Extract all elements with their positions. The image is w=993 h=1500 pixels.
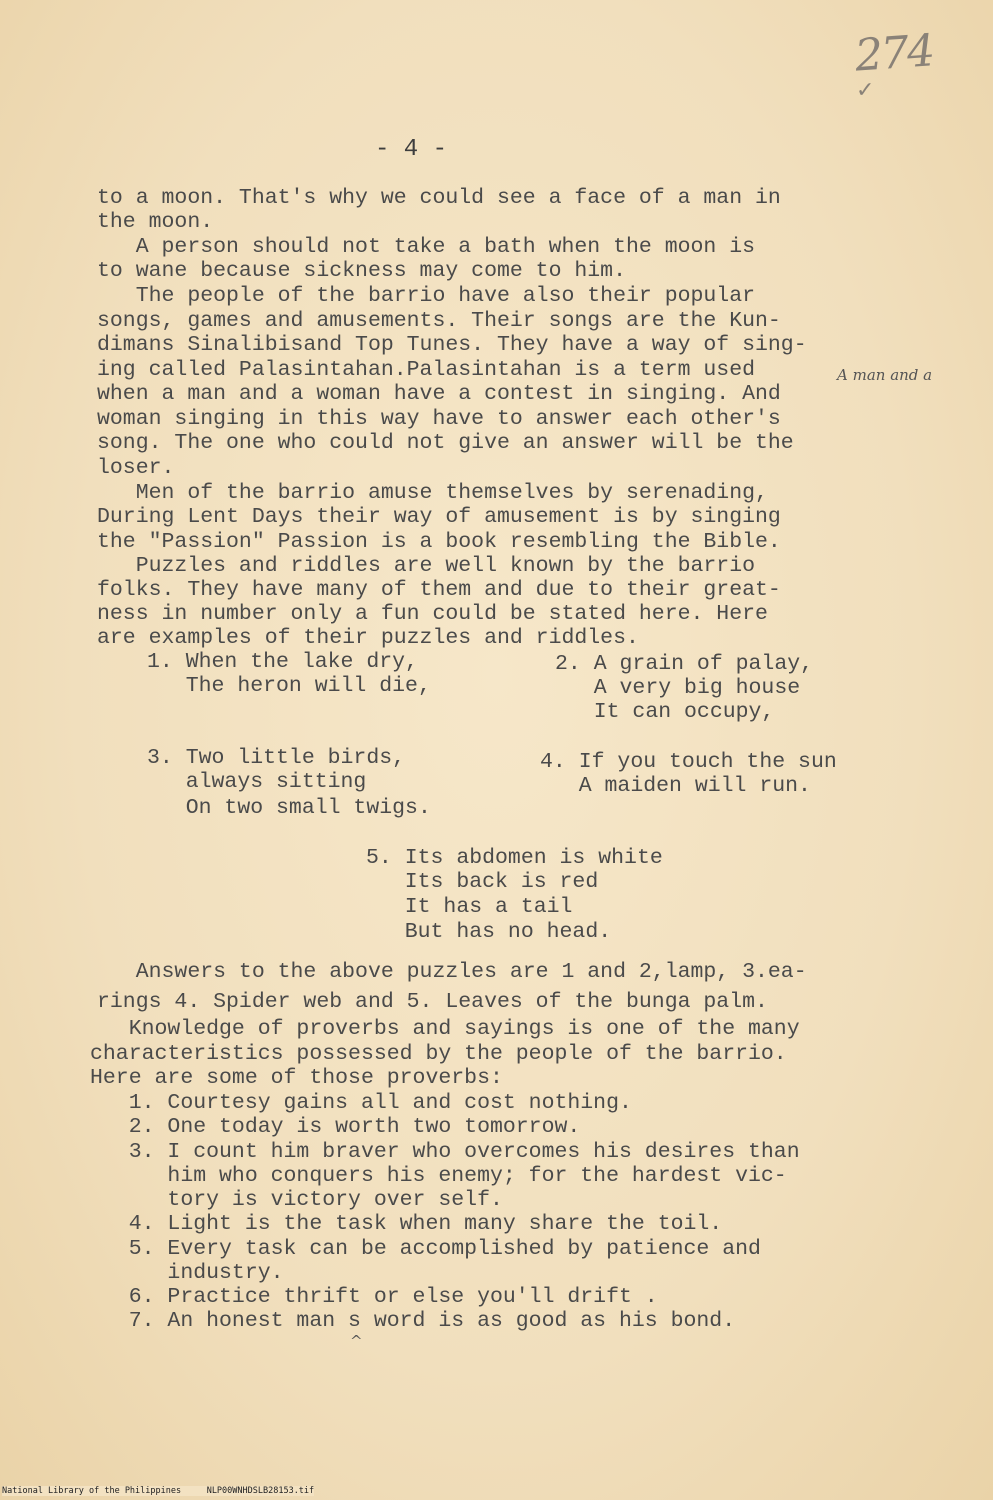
text-line: Here are some of those proverbs: (90, 1066, 503, 1090)
proverb-line: 5. Every task can be accomplished by patience and (90, 1237, 761, 1261)
proverb-line: 2. One today is worth two tomorrow. (90, 1115, 581, 1139)
text-line: woman singing in this way have to answer each other's (97, 407, 781, 431)
riddle-5-line: Its back is red (366, 870, 599, 894)
text-line: to wane because sickness may come to him. (97, 259, 626, 283)
handwritten-check-mark: ✓ (856, 78, 875, 103)
riddle-5-line: But has no head. (366, 920, 612, 944)
riddle-2-line: A very big house (555, 676, 801, 700)
text-line: Knowledge of proverbs and sayings is one of the many (90, 1017, 800, 1041)
proverb-line: 1. Courtesy gains all and cost nothing. (90, 1091, 632, 1115)
text-line: During Lent Days their way of amusement is by singing (97, 505, 781, 529)
proverb-line: him who conquers his enemy; for the hardest vic- (90, 1164, 787, 1188)
text-line: songs, games and amusements. Their songs are the Kun- (97, 309, 781, 333)
page-number: - 4 - (375, 136, 448, 163)
proverb-line: 3. I count him braver who overcomes his desires than (90, 1140, 800, 1164)
answers-line: rings 4. Spider web and 5. Leaves of the bunga palm. (97, 990, 768, 1014)
riddle-3-line: always sitting (147, 770, 367, 794)
riddle-2-line: It can occupy, (555, 700, 775, 724)
answers-line: Answers to the above puzzles are 1 and 2,lamp, 3.ea- (97, 960, 807, 984)
proverb-line: 7. An honest man s word is as good as his bond. (90, 1309, 736, 1333)
riddle-3-line: On two small twigs. (147, 796, 431, 820)
text-line: characteristics possessed by the people of the barrio. (90, 1042, 787, 1066)
text-line: dimans Sinalibisand Top Tunes. They have a way of sing- (97, 333, 807, 357)
riddle-1-line: The heron will die, (147, 674, 431, 698)
text-line: A person should not take a bath when the moon is (97, 235, 756, 259)
handwritten-caret: ^ (350, 1332, 363, 1350)
text-line: ing called Palasintahan.Palasintahan is a term used (97, 358, 756, 382)
proverb-line: tory is victory over self. (90, 1188, 503, 1212)
text-line: The people of the barrio have also their popular (97, 284, 756, 308)
archive-footer: National Library of the Philippines NLP00WNHDSLB28153.tif (2, 1486, 315, 1496)
proverb-line: 4. Light is the task when many share the toil. (90, 1212, 723, 1236)
text-line: ness in number only a fun could be stated here. Here (97, 602, 768, 626)
riddle-5-line: It has a tail (366, 895, 573, 919)
text-line: are examples of their puzzles and riddles. (97, 626, 639, 650)
text-line: loser. (97, 456, 175, 480)
text-line: when a man and a woman have a contest in singing. And (97, 382, 781, 406)
text-line: Men of the barrio amuse themselves by serenading, (97, 481, 768, 505)
riddle-4-line: 4. If you touch the sun (540, 750, 837, 774)
proverb-line: industry. (90, 1261, 284, 1285)
riddle-3-line: 3. Two little birds, (147, 746, 406, 770)
text-line: folks. They have many of them and due to their great- (97, 578, 781, 602)
riddle-4-line: A maiden will run. (540, 774, 811, 798)
riddle-1-line: 1. When the lake dry, (147, 650, 418, 674)
text-line: Puzzles and riddles are well known by the barrio (97, 554, 756, 578)
text-line: the "Passion" Passion is a book resembling the Bible. (97, 530, 781, 554)
handwritten-insertion: A man and a (837, 366, 933, 384)
riddle-5-line: 5. Its abdomen is white (366, 846, 663, 870)
text-line: song. The one who could not give an answer will be the (97, 431, 794, 455)
riddle-2-line: 2. A grain of palay, (555, 652, 814, 676)
text-line: the moon. (97, 210, 214, 234)
handwritten-folio-number: 274 (853, 25, 935, 82)
text-line: to a moon. That's why we could see a face of a man in (97, 186, 781, 210)
proverb-line: 6. Practice thrift or else you'll drift . (90, 1285, 658, 1309)
